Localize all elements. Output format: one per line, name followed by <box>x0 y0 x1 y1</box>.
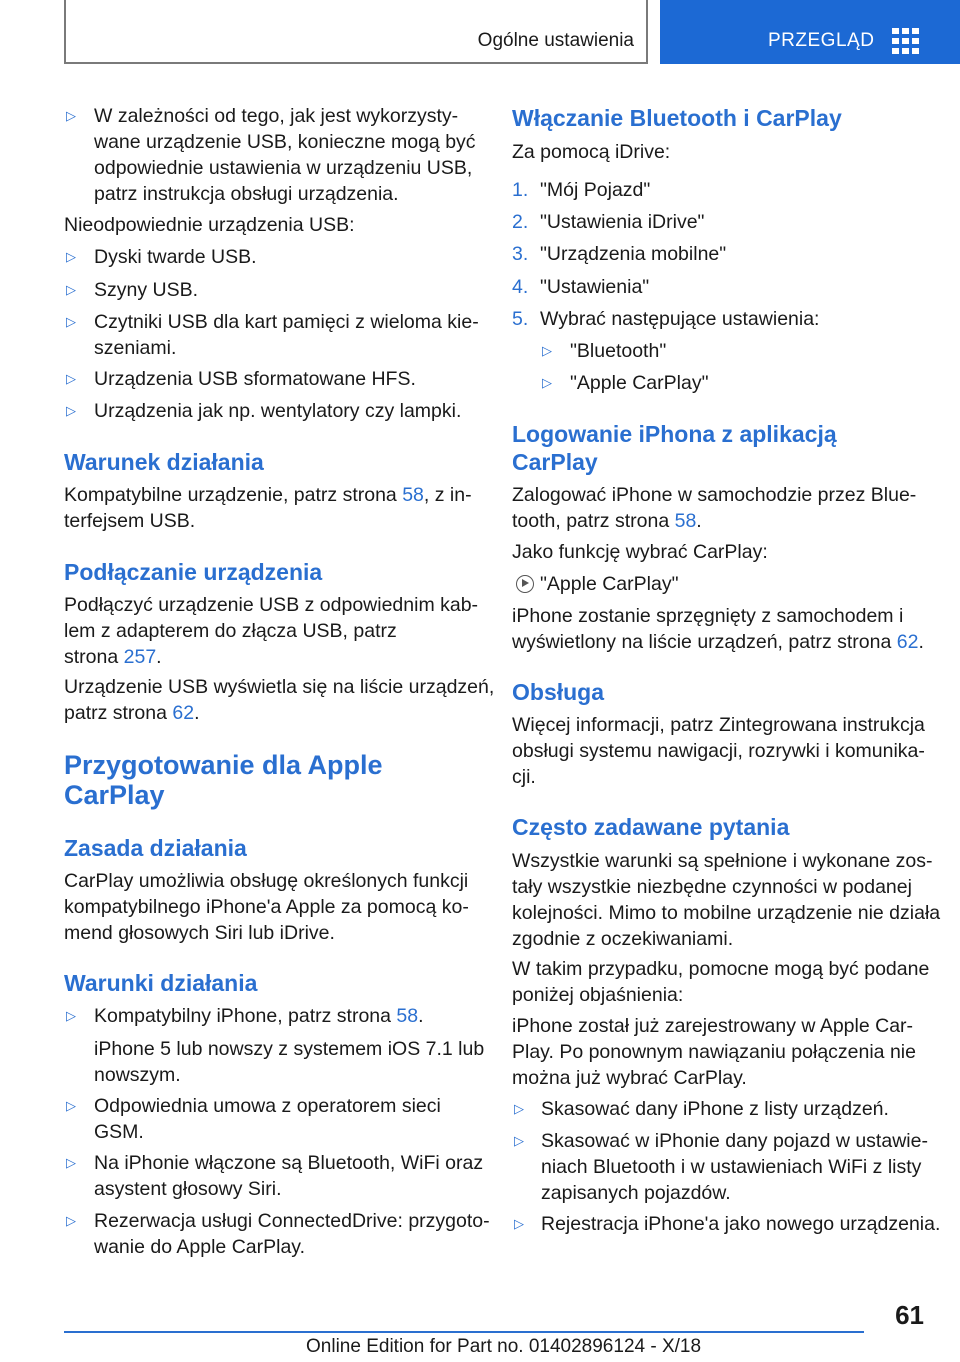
page-link[interactable]: 58 <box>402 484 424 506</box>
text-line: Urządzenie USB wyświetla się na liście urządzeń, <box>64 676 495 698</box>
text-line: Więcej informacji, patrz Zintegrowana instrukcja <box>512 714 925 736</box>
triangle-bullet-icon: ▷ <box>66 249 76 264</box>
text-line: Zalogować iPhone w samochodzie przez Blue‐ <box>512 484 917 506</box>
text-line: W zależności od tego, jak jest wykorzysty‐ <box>94 105 459 127</box>
step-number: 3. <box>512 243 529 265</box>
list-item: Rejestracja iPhone'a jako nowego urządzenia. <box>541 1213 941 1235</box>
text-line: Kompatybilne urządzenie, patrz strona 58, z in‐ <box>64 484 472 506</box>
heading-connect: Podłączanie urządzenia <box>64 559 323 585</box>
list-item: Skasować dany iPhone z listy urządzeń. <box>541 1098 889 1120</box>
text-line: Play. Po ponownym nawiązaniu połączenia nie <box>512 1041 916 1063</box>
triangle-bullet-icon: ▷ <box>514 1216 524 1231</box>
text-line: patrz instrukcja obsługi urządzenia. <box>94 183 399 205</box>
page-link[interactable]: 58 <box>396 1005 419 1027</box>
list-item: Urządzenia jak np. wentylatory czy lampki. <box>94 400 462 422</box>
page-link[interactable]: 62 <box>172 702 195 724</box>
triangle-bullet-icon: ▷ <box>66 403 76 418</box>
list-item: "Apple CarPlay" <box>540 573 679 595</box>
text-line: iPhone 5 lub nowszy z systemem iOS 7.1 lub <box>94 1038 485 1060</box>
step-number: 2. <box>512 211 529 233</box>
page-link[interactable]: 257 <box>123 646 157 668</box>
list-item: wanie do Apple CarPlay. <box>94 1236 306 1258</box>
text-line: można już wybrać CarPlay. <box>512 1067 747 1089</box>
text-line: terfejsem USB. <box>64 510 196 532</box>
text-line: iPhone zostanie sprzęgnięty z samochodem i <box>512 605 904 627</box>
list-item: Rezerwacja usługi ConnectedDrive: przygoto‐ <box>94 1210 490 1232</box>
heading-faq: Często zadawane pytania <box>512 814 790 840</box>
text-line: odpowiednie ustawienia w urządzeniu USB, <box>94 157 473 179</box>
triangle-bullet-icon: ▷ <box>542 375 552 390</box>
text-line: Podłączyć urządzenie USB z odpowiednim kab‐ <box>64 594 479 616</box>
text-line: tały wszystkie niezbędne czynności w podanej <box>512 876 912 898</box>
grid-menu-icon <box>892 28 920 54</box>
heading-bluetooth: Włączanie Bluetooth i CarPlay <box>512 105 842 131</box>
triangle-bullet-icon: ▷ <box>66 314 76 329</box>
page-link[interactable]: 58 <box>674 510 697 532</box>
text-line: Za pomocą iDrive: <box>512 141 671 163</box>
heading-prepare: CarPlay <box>64 780 165 810</box>
text-line: kolejności. Mimo to mobilne urządzenie nie działa <box>512 902 941 924</box>
step-item: "Ustawienia" <box>540 276 650 298</box>
text-line: CarPlay umożliwia obsługę określonych funkcji <box>64 870 469 892</box>
text-line: nowszym. <box>94 1064 181 1086</box>
text-line: zgodnie z oczekiwaniami. <box>512 928 734 950</box>
text-line: kompatybilnego iPhone'a Apple za pomocą ko‐ <box>64 896 469 918</box>
text-line: W takim przypadku, pomocne mogą być podane <box>512 958 930 980</box>
text-line: Jako funkcję wybrać CarPlay: <box>512 541 768 563</box>
list-item: asystent głosowy Siri. <box>94 1178 282 1200</box>
list-item: "Apple CarPlay" <box>570 372 709 394</box>
edition-footer: Online Edition for Part no. 01402896124 - X/18 <box>306 1336 702 1357</box>
heading-conditions: Warunki działania <box>64 970 258 996</box>
section-title: Ogólne ustawienia <box>477 30 634 51</box>
text-line: Nieodpowiednie urządzenia USB: <box>64 214 355 236</box>
heading-login: CarPlay <box>512 449 598 475</box>
list-item: niach Bluetooth i w ustawieniach WiFi z listy <box>541 1156 922 1178</box>
list-item: Szyny USB. <box>94 279 199 301</box>
list-item: Na iPhonie włączone są Bluetooth, WiFi oraz <box>94 1152 484 1174</box>
list-item: Czytniki USB dla kart pamięci z wieloma kie‐ <box>94 311 479 333</box>
text-line: iPhone został już zarejestrowany w Apple Car‐ <box>512 1015 914 1037</box>
header-section-box <box>64 0 648 64</box>
triangle-bullet-icon: ▷ <box>66 1213 76 1228</box>
list-item: zapisanych pojazdów. <box>541 1182 731 1204</box>
step-number: 4. <box>512 276 529 298</box>
page-link[interactable]: 62 <box>896 631 919 653</box>
heading-prepare: Przygotowanie dla Apple <box>64 750 383 780</box>
triangle-bullet-icon: ▷ <box>542 343 552 358</box>
triangle-bullet-icon: ▷ <box>66 282 76 297</box>
step-item: "Ustawienia iDrive" <box>540 211 705 233</box>
overview-button[interactable] <box>660 0 960 64</box>
heading-operation: Obsługa <box>512 679 605 705</box>
list-item: Skasować w iPhonie dany pojazd w ustawie‐ <box>541 1130 928 1152</box>
text-line: tooth, patrz strona 58. <box>512 510 702 532</box>
triangle-bullet-icon: ▷ <box>514 1101 524 1116</box>
triangle-bullet-icon: ▷ <box>66 1098 76 1113</box>
list-item: "Bluetooth" <box>570 340 667 362</box>
text-line: wyświetlony na liście urządzeń, patrz strona 62. <box>512 631 924 653</box>
list-item: Odpowiednia umowa z operatorem sieci <box>94 1095 441 1117</box>
list-item: szeniami. <box>94 337 177 359</box>
list-item: Urządzenia USB sformatowane HFS. <box>94 368 416 390</box>
heading-condition: Warunek działania <box>64 449 264 475</box>
heading-login: Logowanie iPhona z aplikacją <box>512 421 837 447</box>
text-line: wane urządzenie USB, konieczne mogą być <box>94 131 476 153</box>
page-number: 61 <box>895 1300 924 1330</box>
step-number: 1. <box>512 179 529 201</box>
triangle-bullet-icon: ▷ <box>66 371 76 386</box>
triangle-bullet-icon: ▷ <box>66 1008 76 1023</box>
text-line: strona 257. <box>64 646 162 668</box>
overview-label: PRZEGLĄD <box>768 30 875 51</box>
step-item: "Urządzenia mobilne" <box>540 243 727 265</box>
heading-principle: Zasada działania <box>64 835 247 861</box>
list-item: GSM. <box>94 1121 144 1143</box>
triangle-bullet-icon: ▷ <box>66 108 76 123</box>
step-item: "Mój Pojazd" <box>540 179 651 201</box>
step-number: 5. <box>512 308 529 330</box>
play-circle-icon <box>516 575 534 593</box>
text-line: lem z adapterem do złącza USB, patrz <box>64 620 397 642</box>
text-line: obsługi systemu nawigacji, rozrywki i komunika‐ <box>512 740 925 762</box>
text-line: Wszystkie warunki są spełnione i wykonane zos‐ <box>512 850 933 872</box>
list-item: Dyski twarde USB. <box>94 246 257 268</box>
footer-divider <box>64 1331 864 1333</box>
list-item: Kompatybilny iPhone, patrz strona 58. <box>94 1005 424 1027</box>
text-line: mend głosowych Siri lub iDrive. <box>64 922 335 944</box>
text-line: cji. <box>512 766 536 788</box>
triangle-bullet-icon: ▷ <box>66 1155 76 1170</box>
text-line: patrz strona 62. <box>64 702 200 724</box>
triangle-bullet-icon: ▷ <box>514 1133 524 1148</box>
step-item: Wybrać następujące ustawienia: <box>540 308 820 330</box>
text-line: poniżej objaśnienia: <box>512 984 684 1006</box>
